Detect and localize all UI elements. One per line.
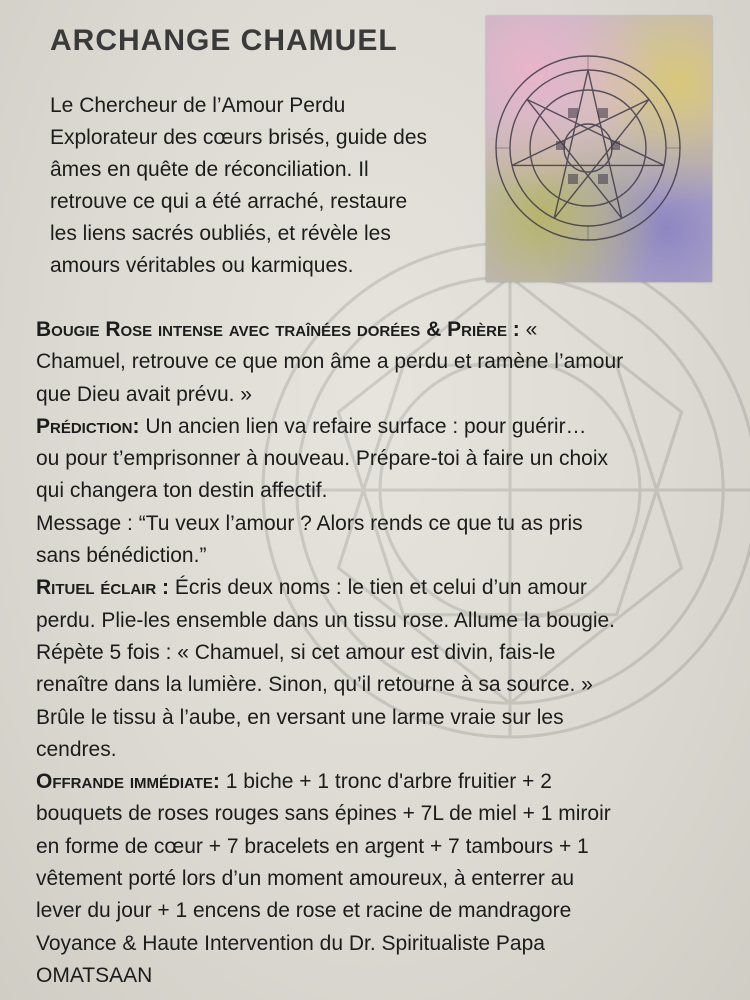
prediction-line: qui changera ton destin affectif. [36, 479, 328, 503]
candle-prayer-line: Chamuel, retrouve ce que mon âme a perdu et ramène l’amour [36, 350, 624, 374]
intro-line: Explorateur des cœurs brisés, guide des [50, 126, 428, 149]
intro-line: âmes en quête de réconciliation. Il [50, 158, 369, 181]
ritual-line [36, 572, 726, 604]
ritual-text: Écris deux noms : le tien et celui d’un amour [174, 576, 587, 600]
candle-prayer-line: que Dieu avait prévu. » [36, 382, 252, 406]
offering-line [36, 766, 726, 798]
intro-line: retrouve ce qui a été arraché, restaure [50, 190, 408, 213]
prediction-line: ou pour t’emprisonner à nouveau. Prépare-toi à faire un choix [36, 447, 609, 471]
footer-line: Voyance & Haute Intervention du Dr. Spiritualiste Papa [36, 931, 545, 955]
page-title: ARCHANGE CHAMUEL [50, 24, 398, 57]
ritual-line: renaître dans la lumière. Sinon, qu’il retourne à sa source. » [36, 673, 593, 697]
offering-line: lever du jour + 1 encens de rose et racine de mandragore [36, 899, 572, 923]
candle-text: « [525, 318, 538, 341]
intro-line: les liens sacrés oubliés, et révèle les [50, 222, 391, 245]
body-text [36, 314, 726, 992]
ritual-label: Rituel éclair : [36, 576, 169, 600]
ritual-line: Brûle le tissu à l’aube, en versant une larme vraie sur les [36, 705, 564, 729]
prediction-line [36, 411, 726, 443]
candle-label: Bougie Rose intense avec traînées dorées & Prière : [36, 318, 520, 341]
ritual-line: perdu. Plie-les ensemble dans un tissu rose. Allume la bougie. [36, 608, 615, 632]
sigil-image [486, 16, 712, 282]
offering-line: vêtement porté lors d’un moment amoureux, à enterrer au [36, 867, 575, 891]
offering-line: bouquets de roses rouges sans épines + 7L de miel + 1 miroir [36, 802, 611, 826]
message-line: sans bénédiction.” [36, 544, 207, 568]
ritual-line: cendres. [36, 737, 117, 761]
intro-line: amours véritables ou karmiques. [50, 254, 354, 277]
offering-label: Offrande immédiate: [36, 770, 220, 794]
message-line: Message : “Tu veux l’amour ? Alors rends ce que tu as pris [36, 511, 583, 535]
candle-prayer-line [36, 314, 726, 346]
prediction-label: Prédiction: [36, 414, 140, 438]
footer-line: OMATSAAN [36, 963, 153, 987]
offering-text: 1 biche + 1 tronc d'arbre fruitier + 2 [225, 770, 552, 794]
offering-line: en forme de cœur + 7 bracelets en argent + 7 tambours + 1 [36, 834, 589, 858]
intro-line: Le Chercheur de l’Amour Perdu [50, 94, 346, 117]
ritual-line: Répète 5 fois : « Chamuel, si cet amour est divin, fais-le [36, 640, 556, 664]
heptagram-seal-icon [486, 16, 712, 282]
prediction-text: Un ancien lien va refaire surface : pour guérir… [145, 414, 587, 438]
intro-paragraph [50, 90, 480, 282]
